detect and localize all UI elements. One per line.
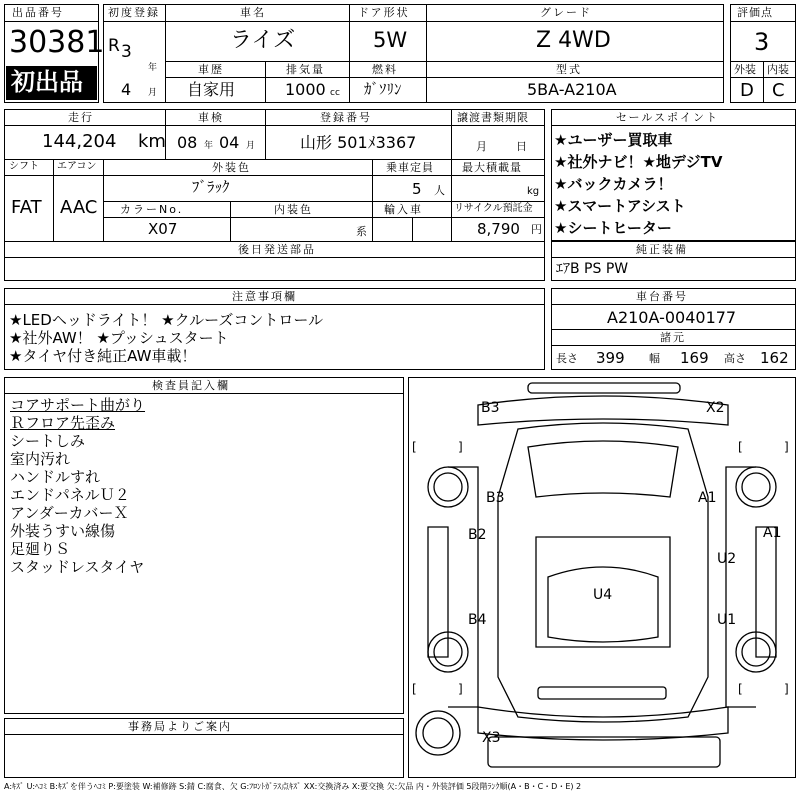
shift-value: FAT <box>11 197 42 218</box>
recycle-label: リサイクル預託金 <box>454 203 533 214</box>
mileage-unit: km <box>138 131 166 152</box>
displacement-unit: cc <box>330 88 340 98</box>
inspection-label: 車検 <box>198 111 224 124</box>
exterior-grade: D <box>740 80 754 101</box>
capacity-label: 乗車定員 <box>386 161 434 174</box>
divider <box>451 109 452 159</box>
mark-right-rear-door: U1 <box>717 612 737 628</box>
recycle-unit: 円 <box>531 223 542 236</box>
inspector-item: エンドパネルＵ２ <box>10 486 130 504</box>
model-label: 型式 <box>556 63 582 76</box>
car-name-label: 車名 <box>240 6 266 19</box>
note-line: ★社外AW！ ★プッシュスタート <box>9 329 229 347</box>
divider <box>551 125 796 126</box>
divider <box>4 175 545 176</box>
sales-points-label: セールスポイント <box>616 111 720 124</box>
transfer-month-unit: 月 <box>476 140 487 153</box>
note-line: ★タイヤ付き純正AW車載！ <box>9 347 197 365</box>
color-no-label: カラーNo. <box>120 203 184 216</box>
svg-text:]: ] <box>784 440 789 454</box>
svg-text:[: [ <box>738 440 743 454</box>
height-label: 高さ <box>724 352 746 365</box>
divider <box>763 61 764 103</box>
mark-left-rear-door: B4 <box>468 612 487 628</box>
divider <box>426 4 427 61</box>
mark-right-front-door: U2 <box>717 551 737 567</box>
divider <box>165 4 166 103</box>
divider <box>103 159 104 241</box>
divider <box>230 201 231 241</box>
mark-left-fender: B3 <box>486 490 505 506</box>
width-value: 169 <box>680 349 709 367</box>
divider <box>265 109 266 159</box>
transfer-label: 譲渡書類期限 <box>457 111 529 124</box>
import-label: 輸入車 <box>384 203 423 216</box>
divider <box>165 77 724 78</box>
chassis-label: 車台番号 <box>636 290 688 303</box>
divider <box>372 159 373 241</box>
svg-text:[: [ <box>412 440 417 454</box>
capacity-unit: 人 <box>434 184 445 197</box>
car-name: ライズ <box>230 28 296 53</box>
displacement-value: 1000 <box>285 80 326 99</box>
svg-text:[: [ <box>412 682 417 696</box>
divider <box>551 257 796 258</box>
divider <box>4 159 545 160</box>
divider <box>451 159 452 241</box>
equipment-label: 純正装備 <box>636 243 688 256</box>
aircon-value: AAC <box>60 197 98 218</box>
divider <box>103 21 724 22</box>
max-load-unit: kg <box>527 186 540 197</box>
inspector-item: 足廻りＳ <box>10 540 71 558</box>
inspector-item: シートしみ <box>10 432 86 450</box>
history-label: 車歴 <box>198 63 224 76</box>
height-value: 162 <box>760 349 789 367</box>
divider <box>4 21 99 22</box>
inspection-year: 08 <box>177 133 198 152</box>
divider <box>4 734 404 735</box>
capacity-value: 5 <box>412 180 422 198</box>
sales-point-item: ★シートヒーター <box>554 219 672 237</box>
sales-point-item: ★バックカメラ！ <box>554 175 673 193</box>
inspector-item: 室内汚れ <box>10 450 71 468</box>
score-value: 3 <box>754 28 770 56</box>
svg-text:[: [ <box>738 682 743 696</box>
divider <box>53 159 54 241</box>
divider <box>730 21 796 22</box>
divider <box>412 217 413 241</box>
later-parts-label: 後日発送部品 <box>238 243 316 256</box>
aircon-label: エアコン <box>57 161 97 172</box>
divider <box>551 304 796 305</box>
model-value: 5BA-A210A <box>527 80 617 99</box>
door-value: 5W <box>373 28 408 52</box>
int-color-unit: 系 <box>356 225 367 238</box>
door-label: ドア形状 <box>358 6 410 19</box>
mark-rear-bumper: X3 <box>482 730 501 746</box>
ext-color-value: ﾌﾞﾗｯｸ <box>192 178 230 196</box>
divider <box>4 304 545 305</box>
exterior-grade-label: 外装 <box>734 63 756 76</box>
mileage-label: 走行 <box>68 111 94 124</box>
ext-color-label: 外装色 <box>212 161 251 174</box>
max-load-label: 最大積載量 <box>462 161 522 174</box>
divider <box>4 241 545 242</box>
svg-text:]: ] <box>784 682 789 696</box>
inspector-item: ハンドルすれ <box>10 468 101 486</box>
fuel-label: 燃料 <box>372 63 398 76</box>
score-label: 評価点 <box>737 6 773 19</box>
mark-front-left: B3 <box>481 400 500 416</box>
first-listing-text: 初出品 <box>11 68 83 96</box>
inspector-item: 外装うすい線傷 <box>10 522 116 540</box>
inspection-year-unit: 年 <box>204 141 214 151</box>
equipment-value: ｴｱB PS PW <box>556 261 629 277</box>
office-label: 事務局よりご案内 <box>128 720 232 733</box>
shift-label: シフト <box>9 161 39 172</box>
svg-text:]: ] <box>458 440 463 454</box>
mark-right-side: A1 <box>763 525 782 541</box>
inspector-label: 検査員記入欄 <box>152 379 230 392</box>
displacement-label: 排気量 <box>286 63 325 76</box>
year-unit: 年 <box>148 63 158 73</box>
history-value: 自家用 <box>187 80 236 99</box>
chassis-value: A210A-0040177 <box>607 308 737 327</box>
sales-point-item: ★スマートアシスト <box>554 197 686 215</box>
legend-text: A:ｷｽﾞ U:ﾍｺﾐ B:ｷｽﾞを伴うﾍｺﾐ P:要塗装 W:補修跡 S:錆 C:腐食、欠 G:ﾌﾛﾝﾄｶﾞﾗｽ点ｷｽﾞ XX:交換済み X:要交換 欠:欠品 内・外装評価 5段階ﾗﾝｸ順(A・B・C・D・E) 2 <box>4 782 582 791</box>
divider <box>349 4 350 61</box>
recycle-value: 8,790 <box>477 220 520 238</box>
mark-roof: U4 <box>593 587 613 603</box>
divider <box>349 61 350 103</box>
grade-value: Z 4WD <box>536 28 611 53</box>
svg-text:]: ] <box>458 682 463 696</box>
sales-point-item: ★社外ナビ！★地デジTV <box>554 153 723 171</box>
int-color-label: 内装色 <box>274 203 313 216</box>
inspector-item: Ｒフロア先歪み <box>10 414 116 432</box>
width-label: 幅 <box>649 352 660 365</box>
dimensions-label: 諸元 <box>660 331 686 344</box>
mark-front-right: X2 <box>706 400 725 416</box>
divider <box>551 329 796 330</box>
inspector-item: スタッドレスタイヤ <box>10 558 145 576</box>
era-letter: R <box>108 36 120 56</box>
inspector-item: コアサポート曲がり <box>10 396 146 414</box>
lot-label: 出品番号 <box>12 6 64 19</box>
divider <box>265 61 266 103</box>
lot-number: 30381 <box>9 25 105 60</box>
divider <box>426 61 427 103</box>
reg-number-value: 山形 501ﾒ3367 <box>300 133 417 152</box>
inspection-month: 04 <box>219 133 240 152</box>
mileage-value: 144,204 <box>42 131 117 152</box>
mark-left-front-door: B2 <box>468 527 487 543</box>
divider <box>4 125 545 126</box>
color-no-value: X07 <box>148 220 178 238</box>
divider <box>4 393 404 394</box>
inspection-month-unit: 月 <box>246 141 256 151</box>
divider <box>103 217 545 218</box>
divider <box>4 257 545 258</box>
divider <box>165 61 724 62</box>
first-reg-label: 初度登録 <box>108 6 160 19</box>
sales-points-list <box>554 131 722 241</box>
length-value: 399 <box>596 349 625 367</box>
notes-list <box>9 311 323 365</box>
divider <box>551 345 796 346</box>
car-diagram <box>408 377 796 778</box>
note-line: ★LEDヘッドライト！ ★クルーズコントロール <box>9 311 324 329</box>
reg-number-label: 登録番号 <box>320 111 372 124</box>
fuel-value: ｶﾞｿﾘﾝ <box>364 80 402 98</box>
divider <box>103 201 545 202</box>
inspector-item: アンダーカバーＸ <box>10 504 129 522</box>
era-year: 3 <box>121 42 132 62</box>
month-unit: 月 <box>148 88 158 98</box>
month-value: 4 <box>121 80 132 99</box>
length-label: 長さ <box>556 352 578 365</box>
interior-grade-label: 内装 <box>767 63 789 76</box>
interior-grade: C <box>772 80 785 101</box>
notes-label: 注意事項欄 <box>232 290 297 303</box>
transfer-day-unit: 日 <box>516 140 527 153</box>
sales-point-item: ★ユーザー買取車 <box>554 131 673 149</box>
mark-right-fender: A1 <box>698 490 717 506</box>
inspector-list <box>10 396 145 576</box>
grade-label: グレード <box>540 6 592 19</box>
